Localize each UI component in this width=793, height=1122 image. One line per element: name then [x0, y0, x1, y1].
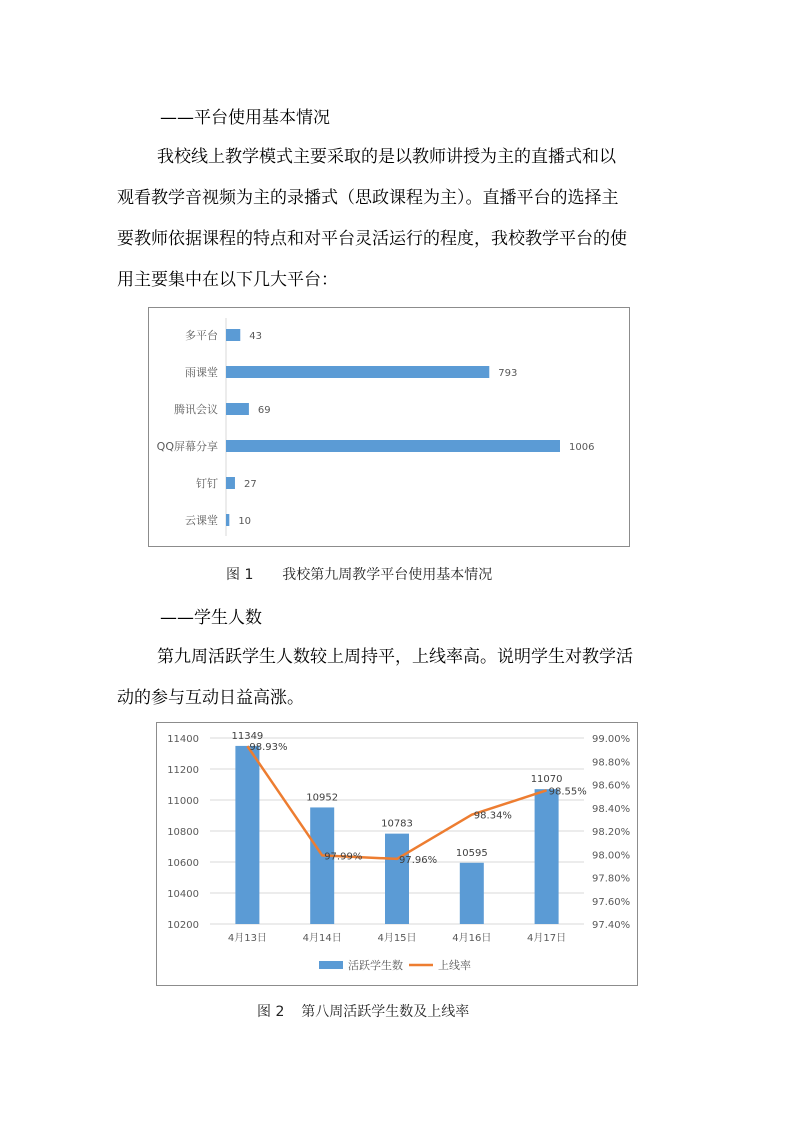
y-tick-label: 10600: [167, 858, 199, 869]
y-tick-label: 10800: [167, 827, 199, 838]
paragraph-line: 我校线上教学模式主要采取的是以教师讲授为主的直播式和以: [157, 147, 616, 167]
y-tick-label: 11000: [167, 796, 199, 807]
line-data-label: 98.93%: [249, 742, 288, 754]
y2-tick-label: 97.40%: [592, 920, 631, 931]
x-tick-label: 4月17日: [527, 933, 567, 944]
data-label: 10: [238, 516, 252, 527]
category-label: 云课堂: [185, 514, 218, 527]
bar: [226, 440, 560, 452]
bar-data-label: 10952: [306, 792, 339, 804]
category-label: 雨课堂: [185, 366, 218, 379]
y2-tick-label: 99.00%: [592, 734, 631, 745]
category-label: 腾讯会议: [174, 403, 218, 416]
legend-label: 活跃学生数: [348, 959, 403, 972]
category-label: 多平台: [185, 329, 218, 342]
bar-data-label: 11070: [530, 774, 563, 786]
x-tick-label: 4月15日: [377, 933, 417, 944]
bar-data-label: 10595: [455, 847, 488, 859]
line-data-label: 98.34%: [473, 810, 512, 822]
bar-data-label: 10783: [381, 818, 413, 830]
y-tick-label: 11200: [167, 765, 199, 776]
data-label: 43: [249, 331, 263, 342]
bar: [226, 403, 249, 415]
x-tick-label: 4月14日: [302, 933, 342, 944]
y2-tick-label: 97.80%: [592, 873, 631, 885]
bar: [226, 514, 229, 526]
y-tick-label: 11400: [167, 734, 199, 745]
section-heading-platform: ——平台使用基本情况: [160, 108, 330, 128]
figure1-caption: 图 1 我校第九周教学平台使用基本情况: [226, 567, 493, 583]
line-data-label: 97.99%: [324, 851, 363, 863]
paragraph-line: 要教师依据课程的特点和对平台灵活运行的程度，我校教学平台的使: [117, 229, 627, 249]
platform-usage-svg: [149, 308, 629, 546]
paragraph-line: 用主要集中在以下几大平台：: [117, 270, 338, 290]
y-tick-label: 10400: [167, 889, 199, 900]
y2-tick-label: 98.80%: [592, 757, 631, 769]
paragraph-line: 观看教学音视频为主的录播式（思政课程为主）。直播平台的选择主: [117, 188, 619, 208]
y2-tick-label: 97.60%: [592, 896, 631, 908]
data-label: 27: [243, 479, 257, 490]
category-label: QQ屏幕分享: [156, 440, 218, 453]
x-tick-label: 4月13日: [227, 933, 267, 944]
active-students-svg: [157, 723, 637, 985]
active-students-chart: [156, 722, 638, 986]
y2-tick-label: 98.00%: [592, 850, 631, 862]
y-tick-label: 10200: [167, 920, 199, 931]
bar: [226, 366, 489, 378]
bar: [226, 329, 240, 341]
paragraph-platform: [117, 137, 687, 301]
bar: [535, 789, 559, 924]
bar: [385, 834, 409, 924]
category-label: 钉钉: [196, 477, 218, 490]
figure2-caption: 图 2 第八周活跃学生数及上线率: [257, 1004, 470, 1020]
x-tick-label: 4月16日: [452, 933, 492, 944]
bar: [310, 807, 334, 924]
y2-tick-label: 98.40%: [592, 803, 631, 815]
bar-data-label: 11349: [231, 730, 264, 742]
bar: [460, 863, 484, 924]
bar: [235, 746, 259, 924]
data-label: 69: [257, 405, 271, 416]
data-label: 1006: [569, 442, 595, 453]
line-data-label: 97.96%: [399, 854, 438, 866]
y2-tick-label: 98.20%: [592, 827, 631, 838]
paragraph-line: 第九周活跃学生人数较上周持平，上线率高。说明学生对教学活: [157, 647, 633, 667]
paragraph-line: 动的参与互动日益高涨。: [117, 688, 304, 708]
line-data-label: 98.55%: [548, 786, 587, 798]
legend-label: 上线率: [438, 959, 471, 972]
bar: [226, 477, 235, 489]
platform-usage-chart: [148, 307, 630, 547]
paragraph-students: [117, 637, 687, 719]
y2-tick-label: 98.60%: [592, 780, 631, 792]
legend-swatch-bar: [319, 961, 343, 969]
data-label: 793: [498, 368, 518, 379]
section-heading-students: ——学生人数: [160, 608, 262, 628]
